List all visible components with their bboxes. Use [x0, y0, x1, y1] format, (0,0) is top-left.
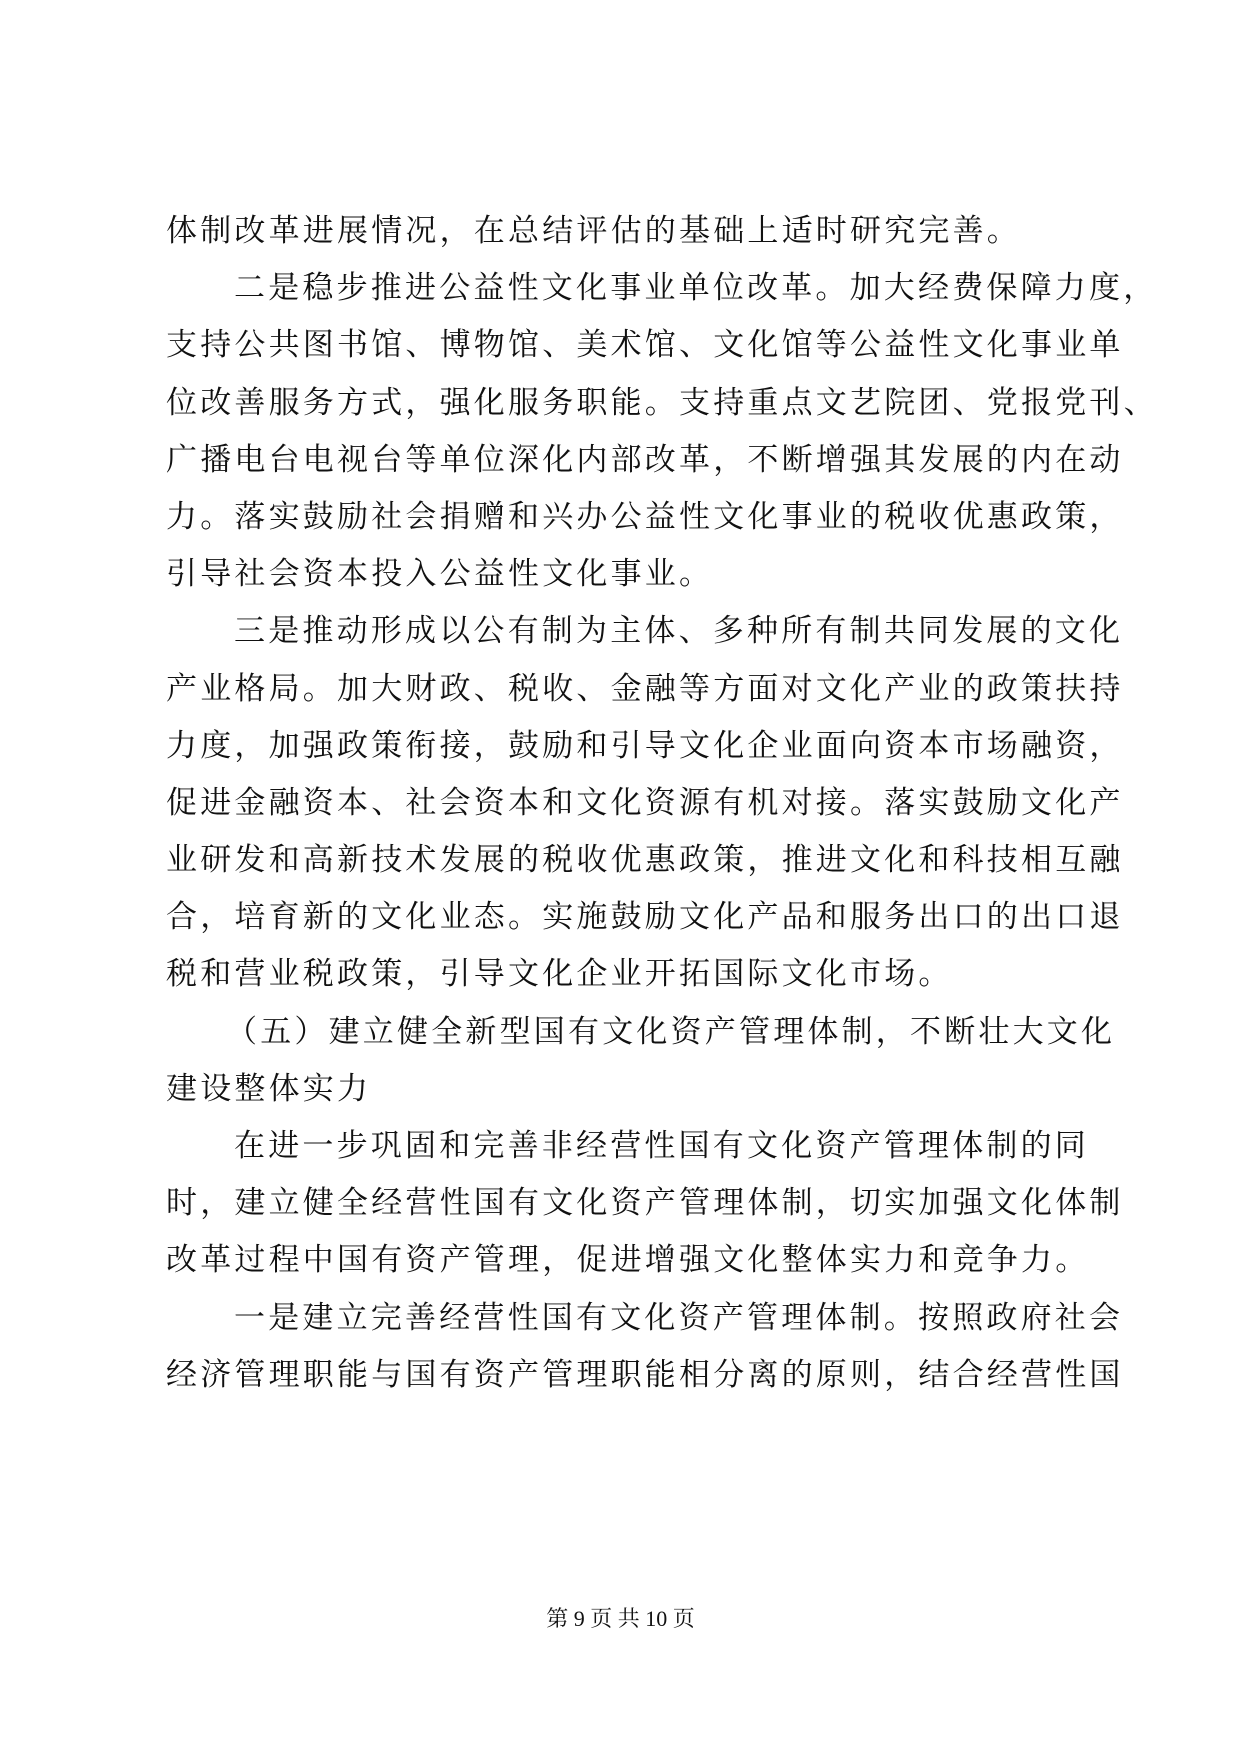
text-line: 时，建立健全经营性国有文化资产管理体制，切实加强文化体制	[166, 1185, 1124, 1222]
text-line: 位改善服务方式，强化服务职能。支持重点文艺院团、党报党刊、	[166, 384, 1158, 421]
text-line: 税和营业税政策，引导文化企业开拓国际文化市场。	[166, 956, 953, 993]
section-heading: 建设整体实力	[166, 1070, 372, 1107]
text-line: 促进金融资本、社会资本和文化资源有机对接。落实鼓励文化产	[166, 784, 1124, 821]
text-line: 产业格局。加大财政、税收、金融等方面对文化产业的政策扶持	[166, 670, 1124, 707]
text-line: 合，培育新的文化业态。实施鼓励文化产品和服务出口的出口退	[166, 899, 1124, 936]
text-line: 改革过程中国有资产管理，促进增强文化整体实力和竞争力。	[166, 1242, 1090, 1279]
text-line: 支持公共图书馆、博物馆、美术馆、文化馆等公益性文化事业单	[166, 327, 1124, 364]
text-line: 业研发和高新技术发展的税收优惠政策，推进文化和科技相互融	[166, 842, 1124, 879]
text-line: 引导社会资本投入公益性文化事业。	[166, 556, 714, 593]
text-line: 广播电台电视台等单位深化内部改革，不断增强其发展的内在动	[166, 441, 1124, 478]
text-line: 力。落实鼓励社会捐赠和兴办公益性文化事业的税收优惠政策，	[166, 498, 1124, 535]
body-text	[166, 203, 1158, 1404]
text-line: 力度，加强政策衔接，鼓励和引导文化企业面向资本市场融资，	[166, 727, 1124, 764]
text-line: 二是稳步推进公益性文化事业单位改革。加大经费保障力度，	[234, 270, 1158, 307]
text-line: 体制改革进展情况，在总结评估的基础上适时研究完善。	[166, 213, 1021, 249]
text-line: 在进一步巩固和完善非经营性国有文化资产管理体制的同	[234, 1128, 1089, 1164]
section-heading: （五）建立健全新型国有文化资产管理体制，不断壮大文化	[226, 1013, 1116, 1050]
page-number: 第 9 页 共 10 页	[546, 1606, 695, 1631]
text-line: 三是推动形成以公有制为主体、多种所有制共同发展的文化	[234, 613, 1124, 650]
text-line: 一是建立完善经营性国有文化资产管理体制。按照政府社会	[234, 1299, 1124, 1336]
text-line: 经济管理职能与国有资产管理职能相分离的原则，结合经营性国	[166, 1356, 1124, 1393]
